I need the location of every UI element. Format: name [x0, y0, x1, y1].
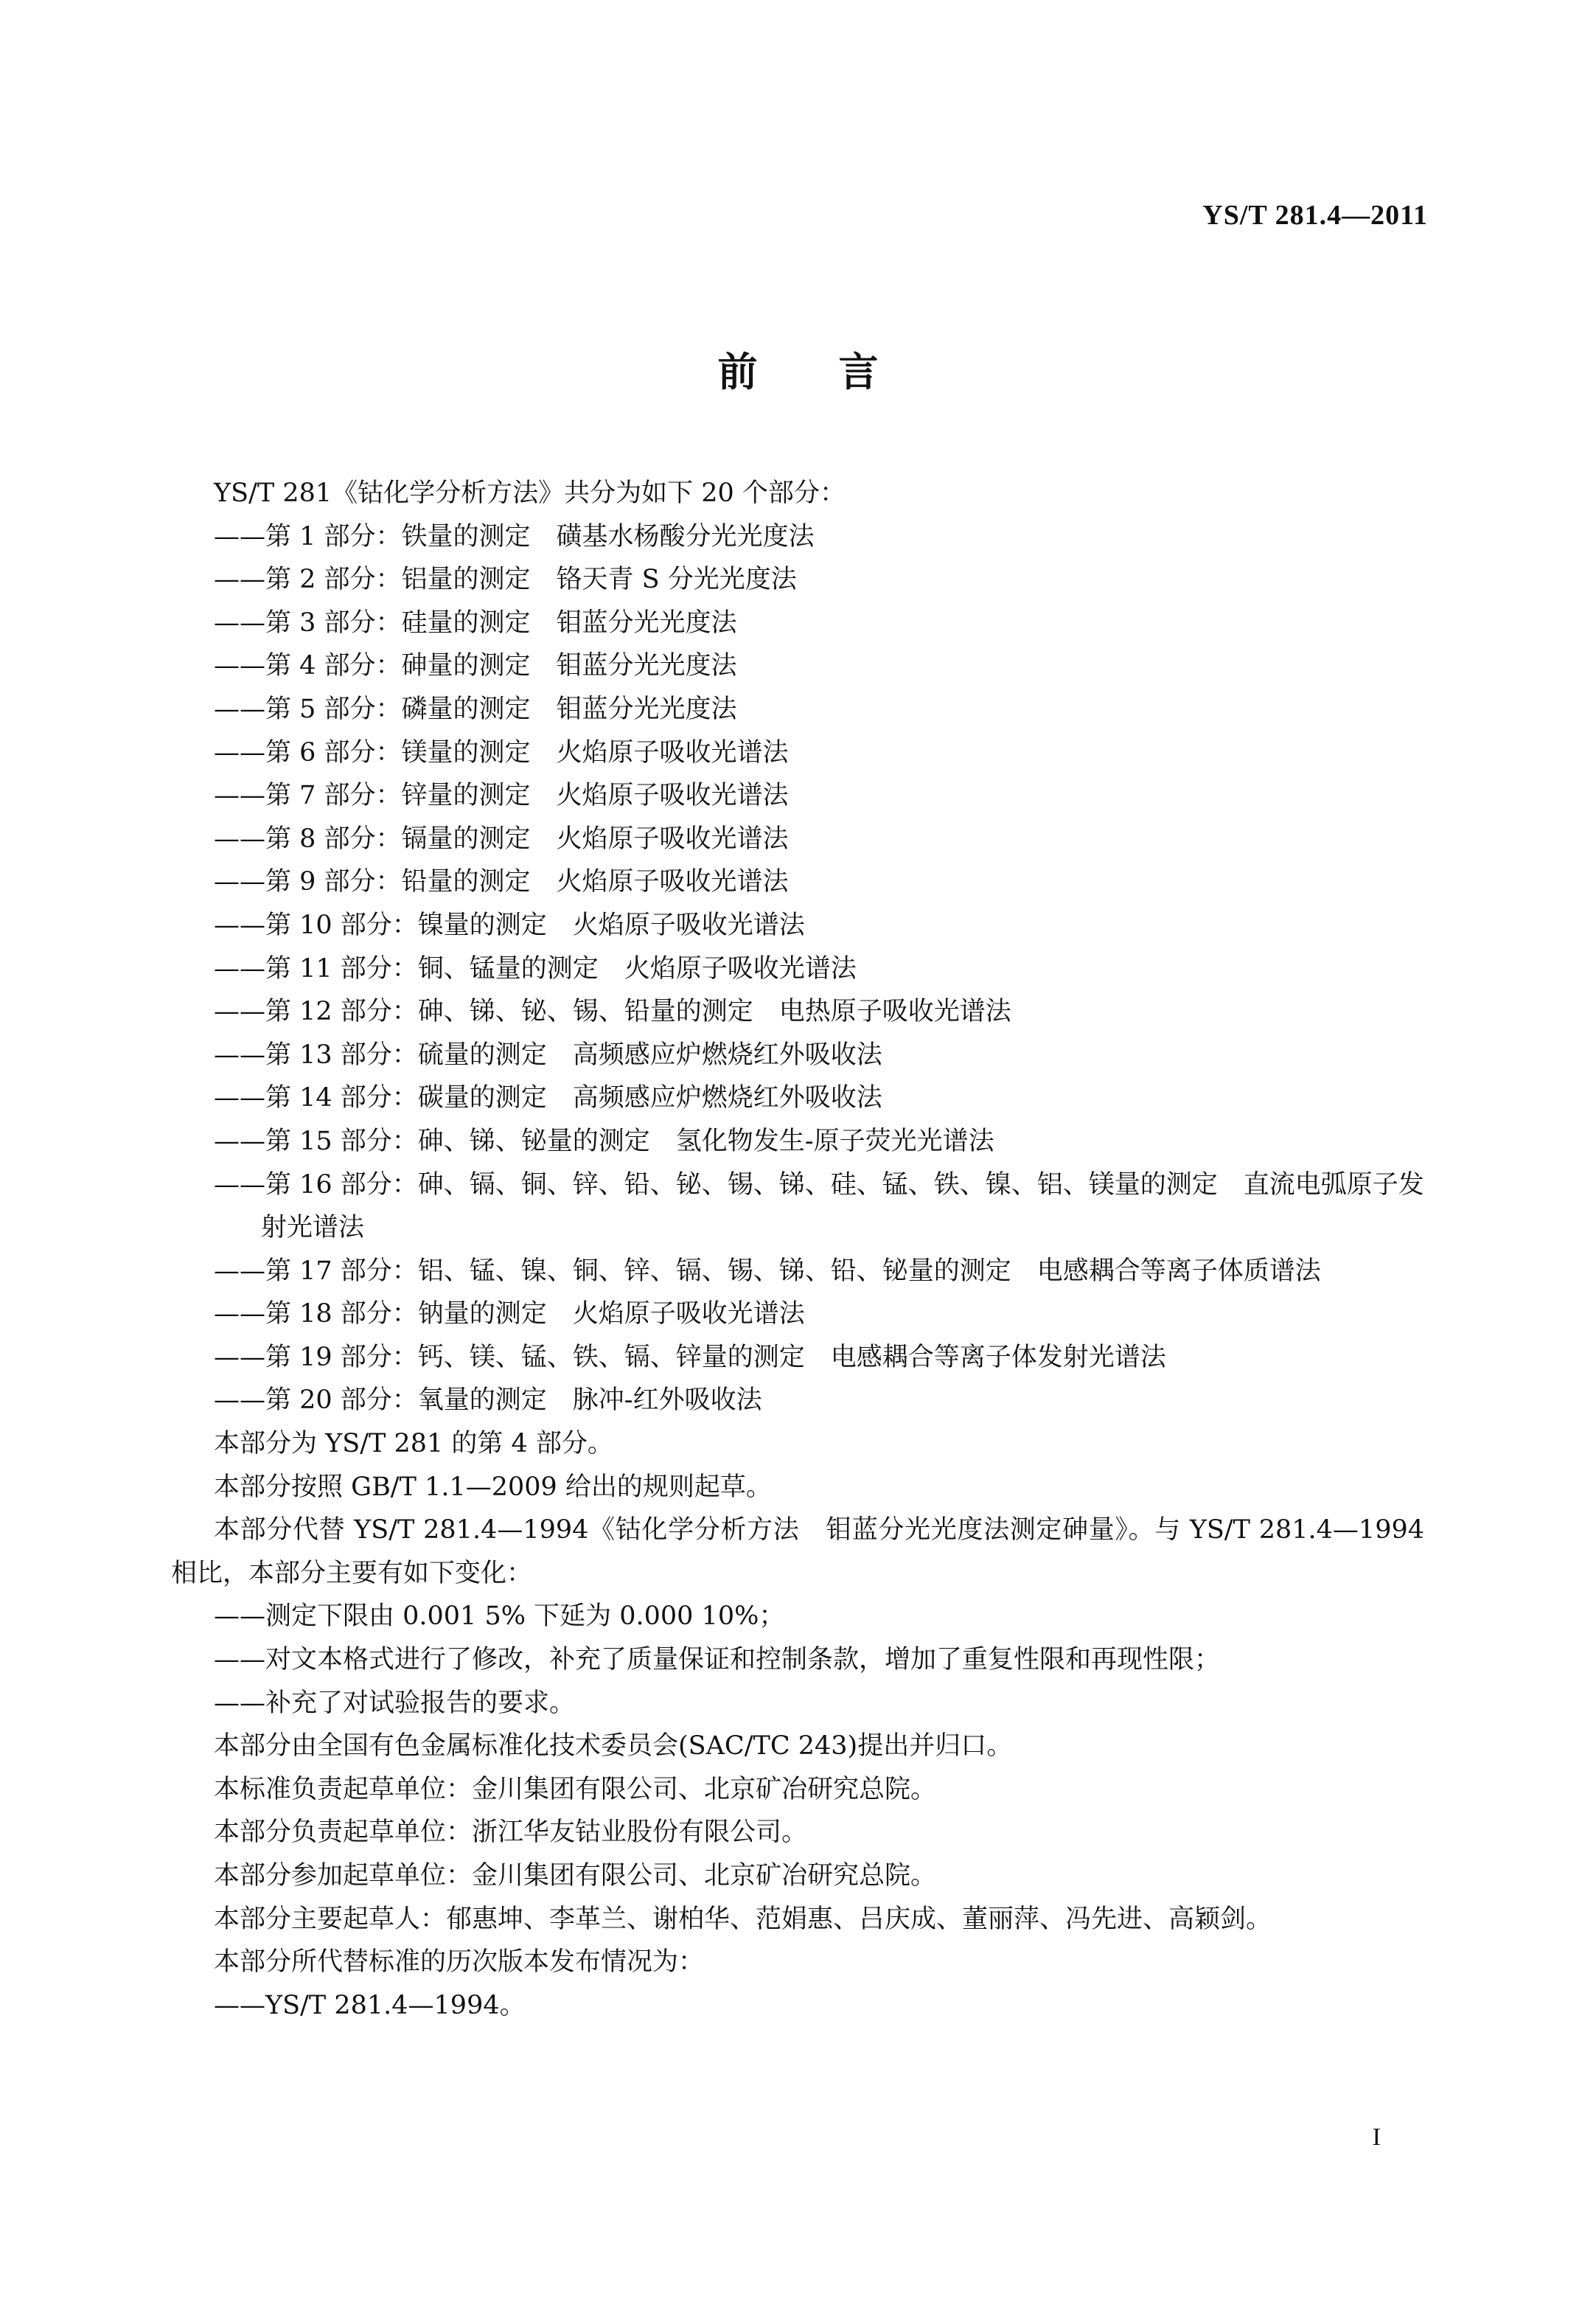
list-item: ——第 20 部分：氧量的测定 脉冲-红外吸收法 — [214, 1385, 762, 1416]
list-item: ——第 10 部分：镍量的测定 火焰原子吸收光谱法 — [214, 910, 805, 940]
list-item: ——第 2 部分：铝量的测定 铬天青 S 分光光度法 — [214, 565, 797, 595]
changes-list — [171, 1595, 1424, 1725]
list-item: ——对文本格式进行了修改，补充了质量保证和控制条款，增加了重复性限和再现性限； — [214, 1645, 1221, 1675]
list-item: ——第 9 部分：铅量的测定 火焰原子吸收光谱法 — [214, 867, 789, 897]
list-item: ——第 1 部分：铁量的测定 磺基水杨酸分光光度法 — [214, 521, 815, 552]
list-item: ——第 6 部分：镁量的测定 火焰原子吸收光谱法 — [214, 737, 789, 768]
list-item: ——YS/T 281.4—1994。 — [214, 1990, 526, 2020]
list-item: ——测定下限由 0.001 5% 下延为 0.000 10%； — [214, 1601, 785, 1632]
history-list — [171, 1984, 1424, 2028]
main-drafters-paragraph: 本部分主要起草人：郁惠坤、李革兰、谢柏华、范娟惠、吕庆成、董丽萍、冯先进、高颖剑。 — [214, 1904, 1272, 1934]
list-item: ——第 15 部分：砷、锑、铋量的测定 氢化物发生-原子荧光光谱法 — [214, 1126, 994, 1156]
list-item: ——第 12 部分：砷、锑、铋、锡、铅量的测定 电热原子吸收光谱法 — [214, 997, 1011, 1027]
list-item: ——第 8 部分：镉量的测定 火焰原子吸收光谱法 — [214, 824, 789, 854]
participating-drafters-paragraph: 本部分参加起草单位：金川集团有限公司、北京矿冶研究总院。 — [214, 1861, 937, 1891]
drafting-rules-paragraph: 本部分按照 GB/T 1.1—2009 给出的规则起草。 — [214, 1472, 772, 1502]
parts-list — [171, 515, 1424, 1422]
list-item: ——第 19 部分：钙、镁、锰、铁、镉、锌量的测定 电感耦合等离子体发射光谱法 — [214, 1342, 1166, 1372]
list-item: ——补充了对试验报告的要求。 — [214, 1688, 576, 1718]
page-number: I — [1372, 2124, 1381, 2151]
list-item: ——第 14 部分：碳量的测定 高频感应炉燃烧红外吸收法 — [214, 1083, 882, 1113]
list-item: ——第 4 部分：砷量的测定 钼蓝分光光度法 — [214, 651, 737, 681]
proposed-by-paragraph: 本部分由全国有色金属标准化技术委员会(SAC/TC 243)提出并归口。 — [214, 1731, 1013, 1761]
list-item: ——第 5 部分：磷量的测定 钼蓝分光光度法 — [214, 694, 737, 724]
list-item: ——第 3 部分：硅量的测定 钼蓝分光光度法 — [214, 608, 737, 638]
list-item: ——第 17 部分：铝、锰、镍、铜、锌、镉、锡、锑、铅、铋量的测定 电感耦合等离子体质谱法 — [214, 1256, 1321, 1286]
list-item: ——第 16 部分：砷、镉、铜、锌、铅、铋、锡、锑、硅、锰、铁、镍、铝、镁量的测定 直流电弧原子发射光谱法 — [214, 1169, 1424, 1243]
intro-paragraph: YS/T 281《钴化学分析方法》共分为如下 20 个部分： — [214, 479, 846, 508]
list-item: ——第 18 部分：钠量的测定 火焰原子吸收光谱法 — [214, 1299, 805, 1329]
replaces-paragraph: 本部分代替 YS/T 281.4—1994《钴化学分析方法 钼蓝分光光度法测定砷量》。与 YS/T 281.4—1994 相比，本部分主要有如下变化： — [171, 1515, 1424, 1588]
document-body — [171, 472, 1424, 2027]
list-item: ——第 13 部分：硫量的测定 高频感应炉燃烧红外吸收法 — [214, 1040, 882, 1070]
list-item: ——第 7 部分：锌量的测定 火焰原子吸收光谱法 — [214, 781, 789, 811]
history-paragraph: 本部分所代替标准的历次版本发布情况为： — [214, 1947, 705, 1978]
standard-code: YS/T 281.4—2011 — [1202, 200, 1428, 231]
page-title: 前言 — [717, 349, 960, 395]
responsible-drafter-paragraph: 本部分负责起草单位：浙江华友钴业股份有限公司。 — [214, 1818, 808, 1848]
list-item: ——第 11 部分：铜、锰量的测定 火焰原子吸收光谱法 — [214, 953, 857, 984]
part-of-paragraph: 本部分为 YS/T 281 的第 4 部分。 — [214, 1429, 613, 1459]
standard-drafter-paragraph: 本标准负责起草单位：金川集团有限公司、北京矿冶研究总院。 — [214, 1774, 937, 1804]
